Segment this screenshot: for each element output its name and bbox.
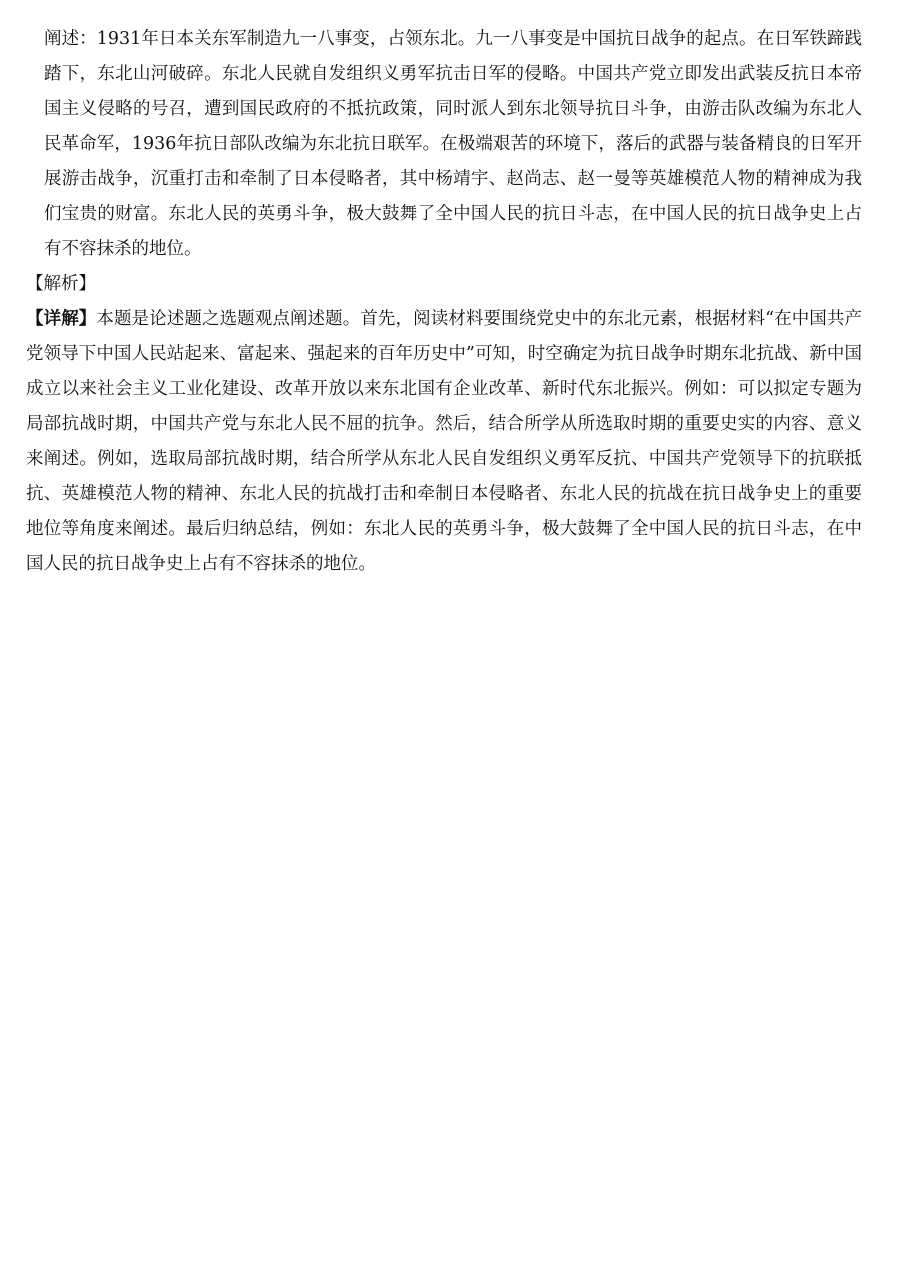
answer-paragraph: 阐述：1931年日本关东军制造九一八事变，占领东北。九一八事变是中国抗日战争的起点。在日军铁蹄践踏下，东北山河破碎。东北人民就自发组织义勇军抗击日军的侵略。中国共产党立即发出武装反抗日本帝国主义侵略的号召，遭到国民政府的不抵抗政策，同时派人到东北领导抗日斗争，由游击队改编为东北人民革命军，1936年抗日部队改编为东北抗日联军。在极端艰苦的环境下，落后的武器与装备精良的日军开展游击战争，沉重打击和牵制了日本侵略者，其中杨靖宇、赵尚志、赵一曼等英雄模范人物的精神成为我们宝贵的财富。东北人民的英勇斗争，极大鼓舞了全中国人民的抗日斗志，在中国人民的抗日战争史上占有不容抹杀的地位。 (44, 29, 862, 259)
analysis-heading: 【解析】 (26, 274, 96, 294)
document-page (26, 22, 862, 582)
detail-paragraph (26, 302, 862, 582)
detail-text: 本题是论述题之选题观点阐述题。首先，阅读材料要围绕党史中的东北元素，根据材料“在中国共产党领导下中国人民站起来、富起来、强起来的百年历史中”可知，时空确定为抗日战争时期东北抗战、新中国成立以来社会主义工业化建设、改革开放以来东北国有企业改革、新时代东北振兴。例如：可以拟定专题为局部抗战时期，中国共产党与东北人民不屈的抗争。然后，结合所学从所选取时期的重要史实的内容、意义来阐述。例如，选取局部抗战时期，结合所学从东北人民自发组织义勇军反抗、中国共产党领导下的抗联抵抗、英雄模范人物的精神、东北人民的抗战打击和牵制日本侵略者、东北人民的抗战在抗日战争史上的重要地位等角度来阐述。最后归纳总结，例如：东北人民的英勇斗争，极大鼓舞了全中国人民的抗日斗志，在中国人民的抗日战争史上占有不容抹杀的地位。 (26, 309, 862, 574)
detail-label: 【详解】 (26, 309, 97, 329)
